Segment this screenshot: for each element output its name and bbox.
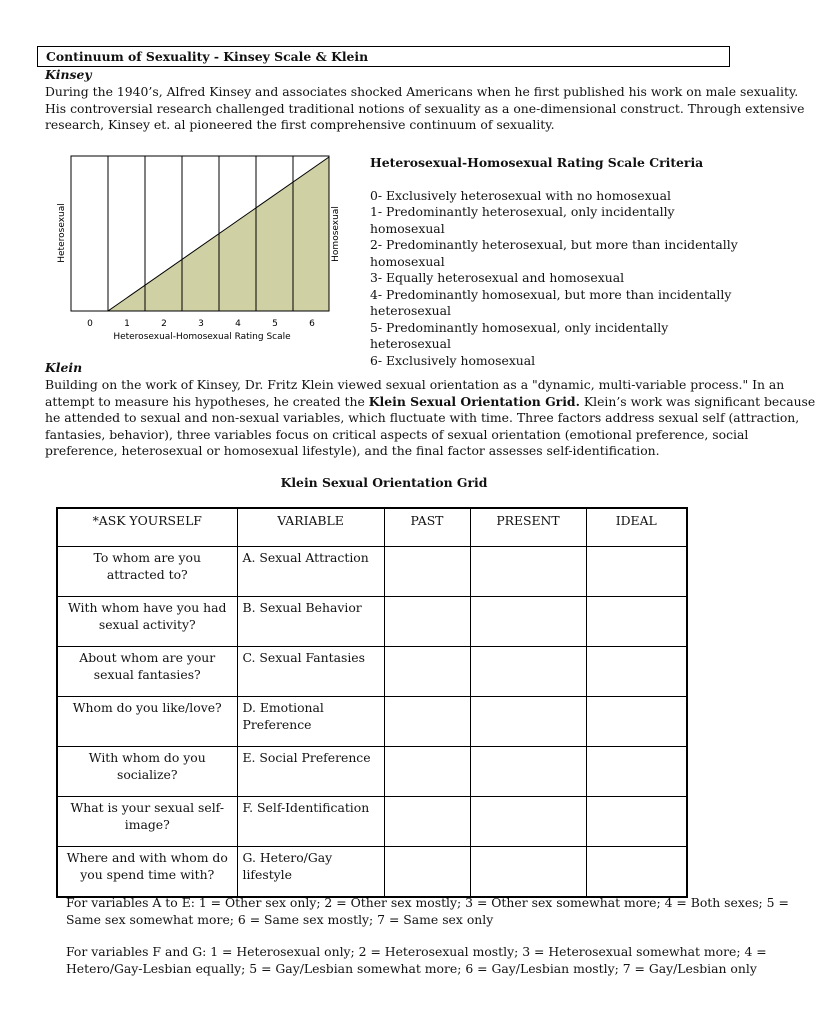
tick-label: 4: [235, 319, 241, 329]
table-header-row: [57, 508, 687, 547]
ideal-cell[interactable]: [586, 597, 687, 647]
criteria-item: 1- Predominantly heterosexual, only incidentally homosexual: [370, 204, 675, 236]
klein-paragraph: [45, 377, 815, 460]
legend-line: For variables A to E: 1 = Other sex only; 2 = Other sex mostly; 3 = Other sex somewhat more; 4 = Both sexes; 5 =: [66, 895, 789, 910]
kinsey-line: His controversial research challenged traditional notions of sexuality as a one-dimensional construct. Through extensive: [45, 100, 805, 116]
variable-cell: C. Sexual Fantasies: [237, 647, 384, 697]
klein-line2-end: Klein’s work was significant because: [579, 393, 815, 409]
table-row: [57, 597, 687, 647]
rating-criteria: [370, 155, 740, 369]
kinsey-paragraph: [45, 84, 805, 134]
klein-line: [45, 393, 815, 411]
grid-title: Klein Sexual Orientation Grid: [280, 475, 488, 490]
question-cell: With whom do you socialize?: [57, 747, 237, 797]
legend-line: Hetero/Gay-Lesbian equally; 5 = Gay/Lesbian somewhat more; 6 = Gay/Lesbian mostly; 7 = Gay/Lesbian only: [66, 960, 757, 976]
present-cell[interactable]: [470, 797, 586, 847]
header-present: PRESENT: [470, 508, 586, 547]
variable-cell: A. Sexual Attraction: [237, 547, 384, 597]
right-axis-label: Homosexual: [331, 206, 341, 262]
tick-label: 5: [272, 319, 278, 329]
table-row: [57, 747, 687, 797]
legend-line: Same sex somewhat more; 6 = Same sex mostly; 7 = Same sex only: [66, 911, 494, 927]
legend-ae: [66, 895, 789, 928]
criteria-item: homosexual: [370, 253, 445, 269]
criteria-item: 2- Predominantly heterosexual, but more than incidentally: [370, 237, 738, 252]
klein-grid-table: [56, 507, 688, 898]
kinsey-heading: Kinsey: [45, 67, 92, 82]
tick-label: 6: [309, 319, 315, 329]
criteria-item: heterosexual: [370, 303, 452, 318]
ideal-cell[interactable]: [586, 547, 687, 597]
tick-label: 3: [198, 319, 204, 329]
klein-line: Building on the work of Kinsey, Dr. Fritz Klein viewed sexual orientation as a "dynamic, multi-variable process." In an: [45, 377, 785, 392]
tick-label: 1: [124, 319, 130, 329]
header-ideal: IDEAL: [586, 508, 687, 547]
klein-line2-start: attempt to measure his hypotheses, he created the: [45, 393, 369, 409]
present-cell[interactable]: [470, 697, 586, 747]
header-past: PAST: [384, 508, 470, 547]
ideal-cell[interactable]: [586, 647, 687, 697]
present-cell[interactable]: [470, 847, 586, 898]
question-cell: About whom are your sexual fantasies?: [57, 647, 237, 697]
table-row: [57, 697, 687, 747]
legend-fg: [66, 944, 767, 977]
criteria-heading: Heterosexual-Homosexual Rating Scale Criteria: [370, 155, 704, 170]
question-cell: Where and with whom do you spend time with?: [57, 847, 237, 898]
past-cell[interactable]: [384, 597, 470, 647]
kinsey-line: research, Kinsey et. al pioneered the first comprehensive continuum of sexuality.: [45, 117, 555, 132]
present-cell[interactable]: [470, 547, 586, 597]
klein-line: fantasies, behavior), three variables focus on critical aspects of sexual orientation (emotional preference, social: [45, 426, 749, 442]
present-cell[interactable]: [470, 647, 586, 697]
present-cell[interactable]: [470, 747, 586, 797]
klein-line: preference, heterosexual or homosexual lifestyle), and the final factor assesses self-identification.: [45, 443, 660, 458]
criteria-item: 5- Predominantly homosexual, only incidentally heterosexual: [370, 319, 669, 351]
variable-cell: F. Self-Identification: [237, 797, 384, 847]
past-cell[interactable]: [384, 547, 470, 597]
ideal-cell[interactable]: [586, 847, 687, 898]
criteria-item: 6- Exclusively homosexual: [370, 352, 536, 368]
ideal-cell[interactable]: [586, 747, 687, 797]
criteria-item: 0- Exclusively heterosexual with no homosexual: [370, 187, 671, 203]
tick-label: 2: [161, 319, 167, 329]
kinsey-scale-figure: [55, 150, 340, 345]
table-row: [57, 547, 687, 597]
klein-line: he attended to sexual and non-sexual variables, which fluctuate with time. Three factors address sexual self (attraction,: [45, 410, 800, 425]
past-cell[interactable]: [384, 647, 470, 697]
variable-cell: G. Hetero/Gay lifestyle: [237, 847, 384, 898]
ideal-cell[interactable]: [586, 797, 687, 847]
table-row: [57, 797, 687, 847]
variable-cell: D. Emotional Preference: [237, 697, 384, 747]
past-cell[interactable]: [384, 747, 470, 797]
header-ask-yourself: *ASK YOURSELF: [57, 508, 237, 547]
legend-line: For variables F and G: 1 = Heterosexual only; 2 = Heterosexual mostly; 3 = Heterosexual somewhat more; 4 =: [66, 944, 767, 959]
question-cell: To whom are you attracted to?: [57, 547, 237, 597]
variable-cell: B. Sexual Behavior: [237, 597, 384, 647]
scale-xlabel: Heterosexual-Homosexual Rating Scale: [113, 332, 291, 342]
variable-cell: E. Social Preference: [237, 747, 384, 797]
table-row: [57, 647, 687, 697]
past-cell[interactable]: [384, 797, 470, 847]
kinsey-line: During the 1940’s, Alfred Kinsey and associates shocked Americans when he first published his work on male sexuality.: [45, 84, 799, 99]
present-cell[interactable]: [470, 597, 586, 647]
klein-heading: Klein: [45, 360, 83, 375]
past-cell[interactable]: [384, 847, 470, 898]
klein-grid-name: Klein Sexual Orientation Grid.: [368, 393, 580, 409]
question-cell: Whom do you like/love?: [57, 697, 237, 747]
left-axis-label: Heterosexual: [57, 203, 67, 263]
criteria-item: 4- Predominantly homosexual, but more than incidentally: [370, 286, 732, 302]
page-title: Continuum of Sexuality - Kinsey Scale & Klein: [37, 46, 730, 67]
table-row: [57, 847, 687, 898]
past-cell[interactable]: [384, 697, 470, 747]
question-cell: What is your sexual self-image?: [57, 797, 237, 847]
header-variable: VARIABLE: [237, 508, 384, 547]
kinsey-scale-svg: [55, 150, 340, 345]
criteria-item: 3- Equally heterosexual and homosexual: [370, 270, 625, 285]
tick-label: 0: [87, 319, 93, 329]
question-cell: With whom have you had sexual activity?: [57, 597, 237, 647]
ideal-cell[interactable]: [586, 697, 687, 747]
